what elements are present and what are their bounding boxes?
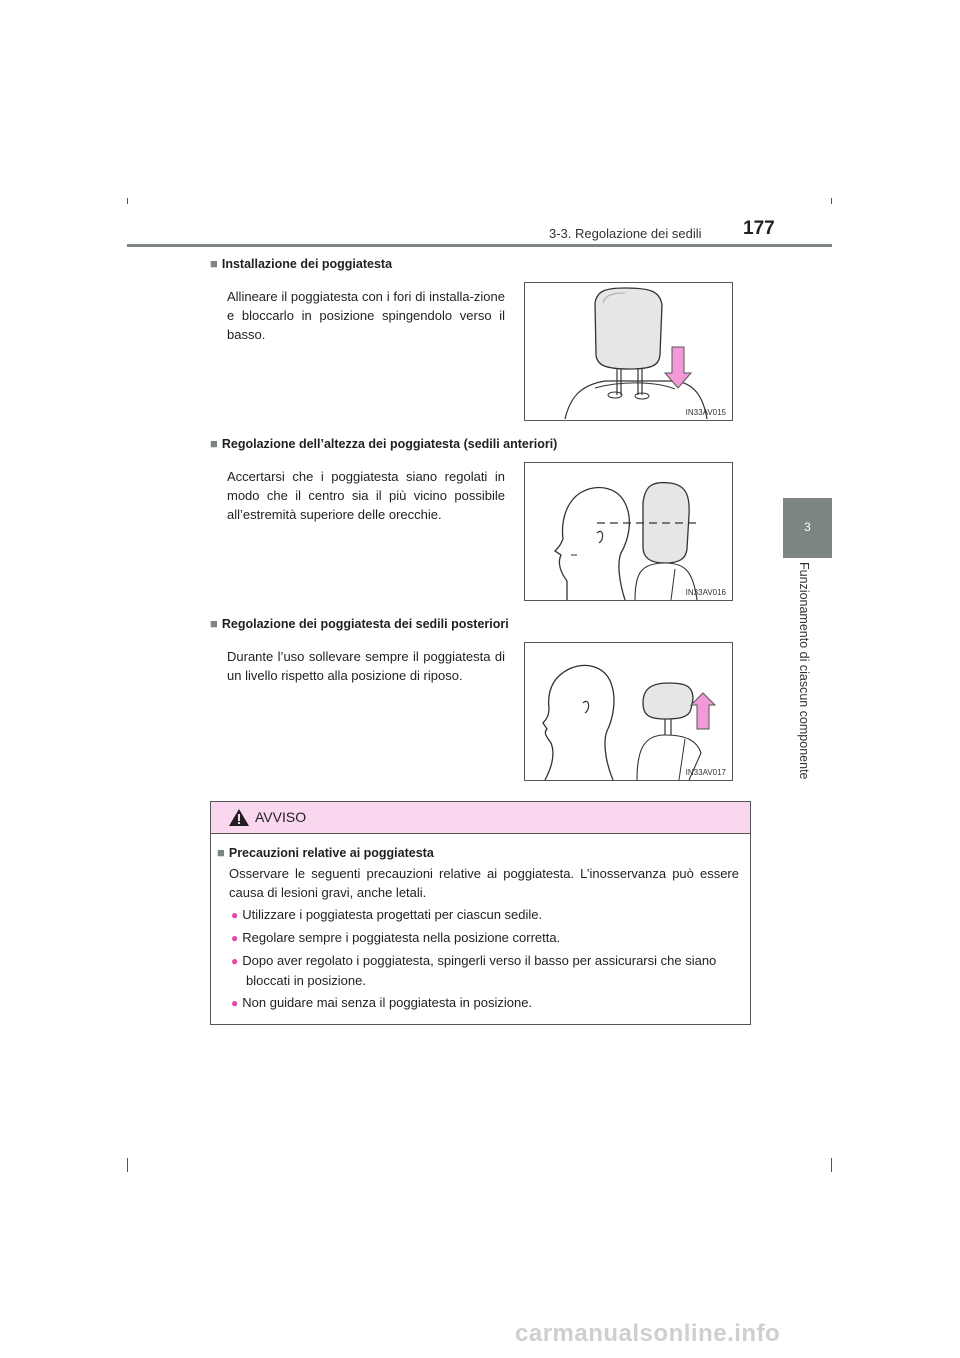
warning-item-text: Dopo aver regolato i poggiatesta, spingerli verso il basso per assicurarsi che siano bloccati in posizione.	[242, 953, 717, 988]
figure-code: IN33AV015	[685, 408, 726, 417]
warning-item-text: Utilizzare i poggiatesta progettati per ciascun sedile.	[242, 907, 543, 922]
warning-title: AVVISO	[255, 809, 307, 825]
warning-subtitle	[217, 845, 434, 860]
header-rule	[127, 244, 832, 247]
section-title-rear	[210, 616, 509, 631]
warning-subtitle-text: Precauzioni relative ai poggiatesta	[228, 846, 434, 860]
figure-headrest-installation	[524, 282, 733, 421]
crop-mark-top-right	[831, 198, 832, 204]
crop-mark-bottom-left	[127, 1158, 128, 1172]
section-title-front-height	[210, 436, 557, 451]
section-text-front-height: Accertarsi che i poggiatesta siano regolati in modo che il centro sia il più vicino possibile all’estremità superiore delle orecchie.	[227, 469, 505, 522]
warning-item	[231, 951, 744, 990]
warning-triangle-icon	[228, 808, 250, 827]
square-bullet-icon: ■	[217, 845, 225, 860]
chapter-number: 3	[804, 520, 811, 534]
section-title-text: Installazione dei poggiatesta	[221, 257, 393, 271]
bullet-dot-icon: ●	[231, 954, 239, 968]
figure-code: IN33AV016	[685, 588, 726, 597]
chapter-title: Funzionamento di ciascun componente	[797, 562, 811, 780]
square-bullet-icon: ■	[210, 616, 218, 631]
warning-item	[231, 928, 744, 948]
bullet-dot-icon: ●	[231, 996, 239, 1010]
warning-intro: Osservare le seguenti precauzioni relative ai poggiatesta. L’inosservanza può essere causa di lesioni gravi, anche letali.	[229, 866, 739, 900]
section-title-text: Regolazione dei poggiatesta dei sedili posteriori	[221, 617, 509, 631]
section-title-installation	[210, 256, 392, 271]
square-bullet-icon: ■	[210, 436, 218, 451]
page-number: 177	[743, 218, 775, 239]
crop-mark-top-left	[127, 198, 128, 204]
warning-item	[231, 993, 744, 1013]
warning-item-text: Regolare sempre i poggiatesta nella posizione corretta.	[242, 930, 561, 945]
section-text-rear: Durante l’uso sollevare sempre il poggiatesta di un livello rispetto alla posizione di riposo.	[227, 649, 505, 683]
warning-item	[231, 905, 744, 925]
warning-box	[210, 801, 751, 1025]
figure-headrest-rear	[524, 642, 733, 781]
warning-header	[211, 802, 750, 834]
figure-headrest-height-front	[524, 462, 733, 601]
square-bullet-icon: ■	[210, 256, 218, 271]
section-text-installation: Allineare il poggiatesta con i fori di installa-zione e bloccarlo in posizione spingendolo verso il basso.	[227, 289, 505, 342]
bullet-dot-icon: ●	[231, 908, 239, 922]
watermark: carmanualsonline.info	[515, 1320, 781, 1347]
warning-item-text: Non guidare mai senza il poggiatesta in posizione.	[242, 995, 533, 1010]
bullet-dot-icon: ●	[231, 931, 239, 945]
figure-code: IN33AV017	[685, 768, 726, 777]
crop-mark-bottom-right	[831, 1158, 832, 1172]
section-header: 3-3. Regolazione dei sedili	[549, 226, 702, 241]
section-title-text: Regolazione dell’altezza dei poggiatesta (sedili anteriori)	[221, 437, 558, 451]
